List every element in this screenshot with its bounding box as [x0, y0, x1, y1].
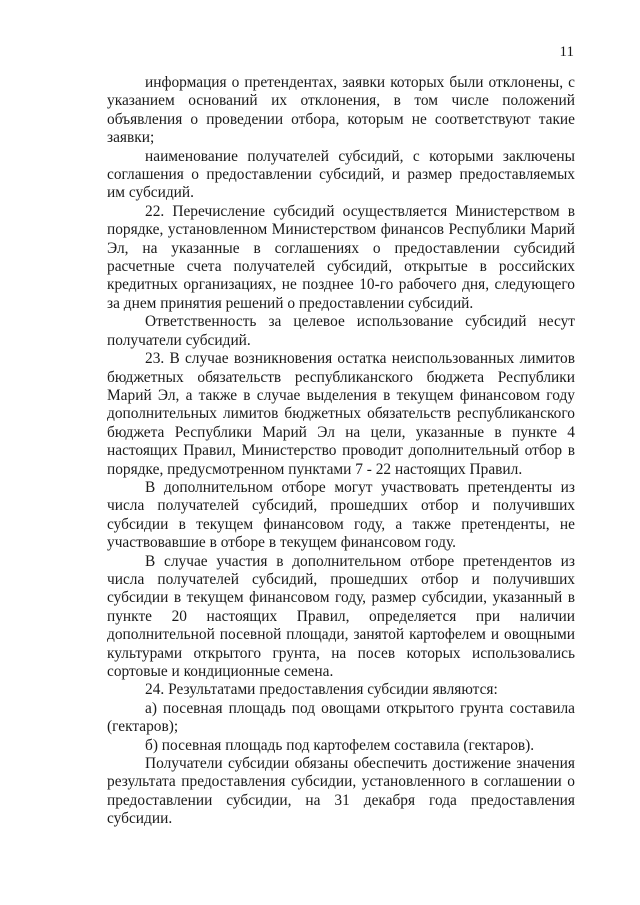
paragraph-rejected-applicants: информация о претендентах, заявки которых были отклонены, с указанием оснований их отклонения, в том числе положений объявления о проведении отбора, которым не соответствуют такие заявки; — [107, 74, 575, 147]
paragraph-23-additional-selection: 23. В случае возникновения остатка неиспользованных лимитов бюджетных обязательств республиканского бюджета Республики Марий Эл, а также в случае выделения в текущем финансовом году дополнительных лимитов бюджетных обязательств республиканского бюджета Республики Марий Эл на цели, указанные в пункте 4 настоящих Правил, Министерство проводит дополнительный отбор в порядке, предусмотренном пунктами 7 - 22 настоящих Правил. — [107, 350, 575, 478]
paragraph-responsibility: Ответственность за целевое использование субсидий несут получатели субсидий. — [107, 313, 575, 349]
paragraph-result-b: б) посевная площадь под картофелем составила (гектаров). — [145, 736, 535, 754]
paragraph-22-transfer: 22. Перечисление субсидий осуществляется Министерством в порядке, установленном Министерством финансов Республики Марий Эл, на указанные в соглашениях о предоставлении субсидий расчетные счета получателей субсидий, открытые в российских кредитных организациях, не позднее 10-го рабочего дня, следующего за днем принятия решений о предоставлении субсидий. — [107, 202, 575, 312]
paragraph-additional-participants: В дополнительном отборе могут участвовать претенденты из числа получателей субсидий, прошедших отбор и получивших субсидии в текущем финансовом году, а также претенденты, не участвовавшие в отборе в текущем финансовом году. — [107, 478, 575, 552]
paragraph-obligation: Получатели субсидии обязаны обеспечить достижение значения результата предоставления субсидии, установленного в соглашении о предоставлении субсидии, на 31 декабря года предоставления субсидии. — [107, 755, 575, 828]
page-number: 11 — [559, 44, 574, 60]
document-body — [107, 74, 575, 829]
paragraph-recipients-list: наименование получателей субсидий, с которыми заключены соглашения о предоставлении субсидий, и размер предоставляемых им субсидий. — [107, 147, 575, 202]
paragraph-result-a: а) посевная площадь под овощами открытого грунта составила (гектаров); — [107, 699, 575, 736]
paragraph-additional-subsidy-size: В случае участия в дополнительном отборе претендентов из числа получателей субсидий, прошедших отбор и получивших субсидии в текущем финансовом году, размер субсидии, указанный в пункте 20 настоящих Правил, определяется при наличии дополнительной посевной площади, занятой картофелем и овощными культурами открытого грунта, на посев которых использовались сортовые и кондиционные семена. — [107, 552, 575, 680]
paragraph-24-results: 24. Результатами предоставления субсидии являются: — [145, 681, 498, 699]
